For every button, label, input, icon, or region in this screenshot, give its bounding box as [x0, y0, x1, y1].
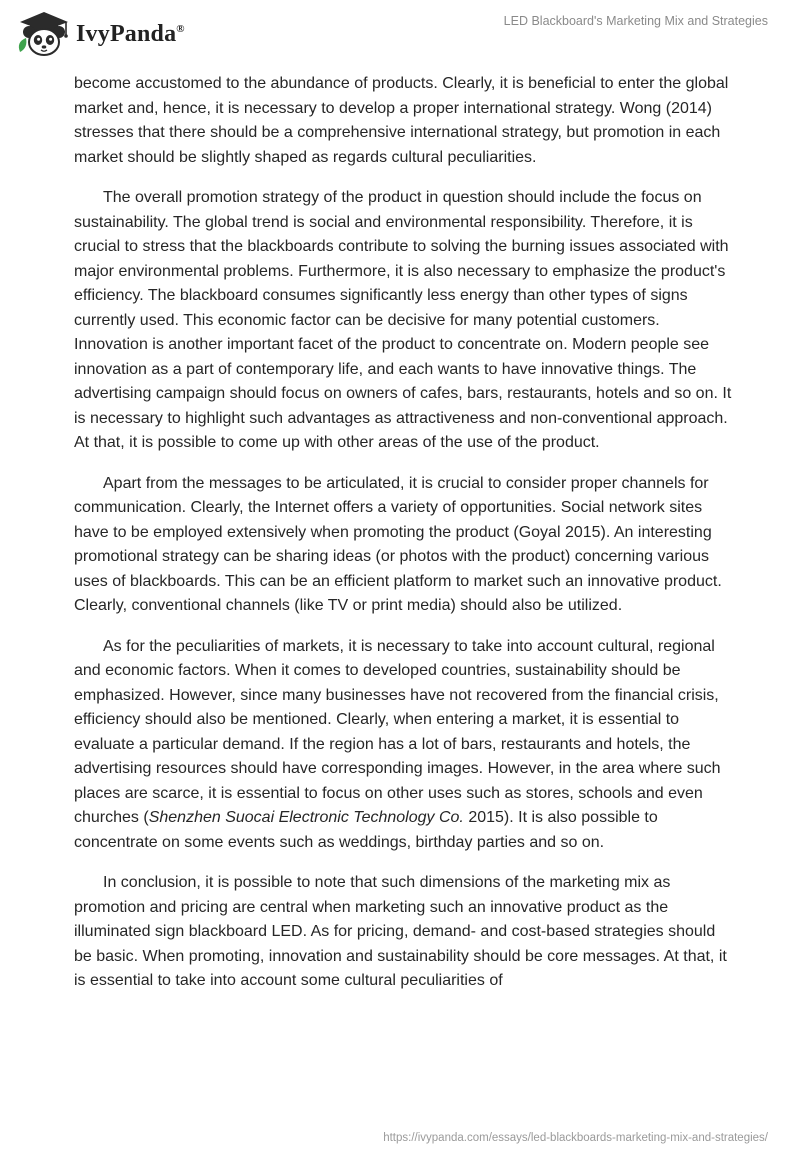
- paragraph-text: As for the peculiarities of markets, it is necessary to take into account cultural, regional and economic factors. When it comes to developed countries, sustainability should be emphasized. However, since many businesses have not recovered from the financial crisis, efficiency should also be mentioned. Clearly, when entering a market, it is essential to evaluate a particular demand. If the region has a lot of bars, restaurants and hotels, the advertising resources should have corresponding images. However, in the area where such places are scarce, it is essential to focus on other uses such as stores, schools and even churches (: [74, 637, 721, 826]
- paragraph: In conclusion, it is possible to note that such dimensions of the marketing mix as promotion and pricing are central when marketing such an innovative product as the illuminated sign blackboard LED. As for pricing, demand- and cost-based strategies should be basic. When promoting, innovation and sustainability should be core messages. At that, it is essential to take into account some cultural peculiarities of: [74, 874, 727, 989]
- page-header: [0, 0, 800, 66]
- paragraph: become accustomed to the abundance of products. Clearly, it is beneficial to enter the global market and, hence, it is necessary to develop a proper international strategy. Wong (2014) stresses that there should be a comprehensive international strategy, but promotion in each market should be slightly shaped as regards cultural peculiarities.: [74, 75, 729, 166]
- brand-name: IvyPanda®: [76, 20, 185, 47]
- paragraph: The overall promotion strategy of the product in question should include the focus on sustainability. The global trend is social and environmental responsibility. Therefore, it is crucial to stress that the blackboards contribute to solving the burning issues associated with major environmental problems. Furthermore, it is also necessary to emphasize the product's efficiency. The blackboard consumes significantly less energy than other types of signs currently used. This economic factor can be decisive for many potential customers. Innovation is another important facet of the product to concentrate on. Modern people see innovation as a part of contemporary life, and each wants to have innovative things. The advertising campaign should focus on owners of cafes, bars, restaurants, hotels and so on. It is necessary to highlight such advantages as attractiveness and non-conventional approach. At that, it is possible to come up with other areas of the use of the product.: [74, 189, 732, 451]
- ivypanda-logo[interactable]: [14, 8, 185, 60]
- paragraph: [74, 635, 734, 856]
- essay-body: [74, 72, 734, 1010]
- paragraph: Apart from the messages to be articulated, it is crucial to consider proper channels for communication. Clearly, the Internet offers a variety of opportunities. Social network sites have to be employed extensively when promoting the product (Goyal 2015). An interesting promotional strategy can be sharing ideas (or photos with the product) concerning various uses of blackboards. This can be an efficient platform to market such an innovative product. Clearly, conventional channels (like TV or print media) should also be utilized.: [74, 474, 722, 614]
- document-title: LED Blackboard's Marketing Mix and Strategies: [503, 14, 768, 28]
- source-url-link[interactable]: https://ivypanda.com/essays/led-blackboards-marketing-mix-and-strategies/: [383, 1132, 768, 1144]
- citation-italic: Shenzhen Suocai Electronic Technology Co.: [148, 809, 464, 826]
- paragraph-text: 2015). It is also possible to concentrate on some events such as weddings, birthday parties and so on.: [74, 809, 658, 851]
- panda-graduate-icon: [14, 8, 70, 60]
